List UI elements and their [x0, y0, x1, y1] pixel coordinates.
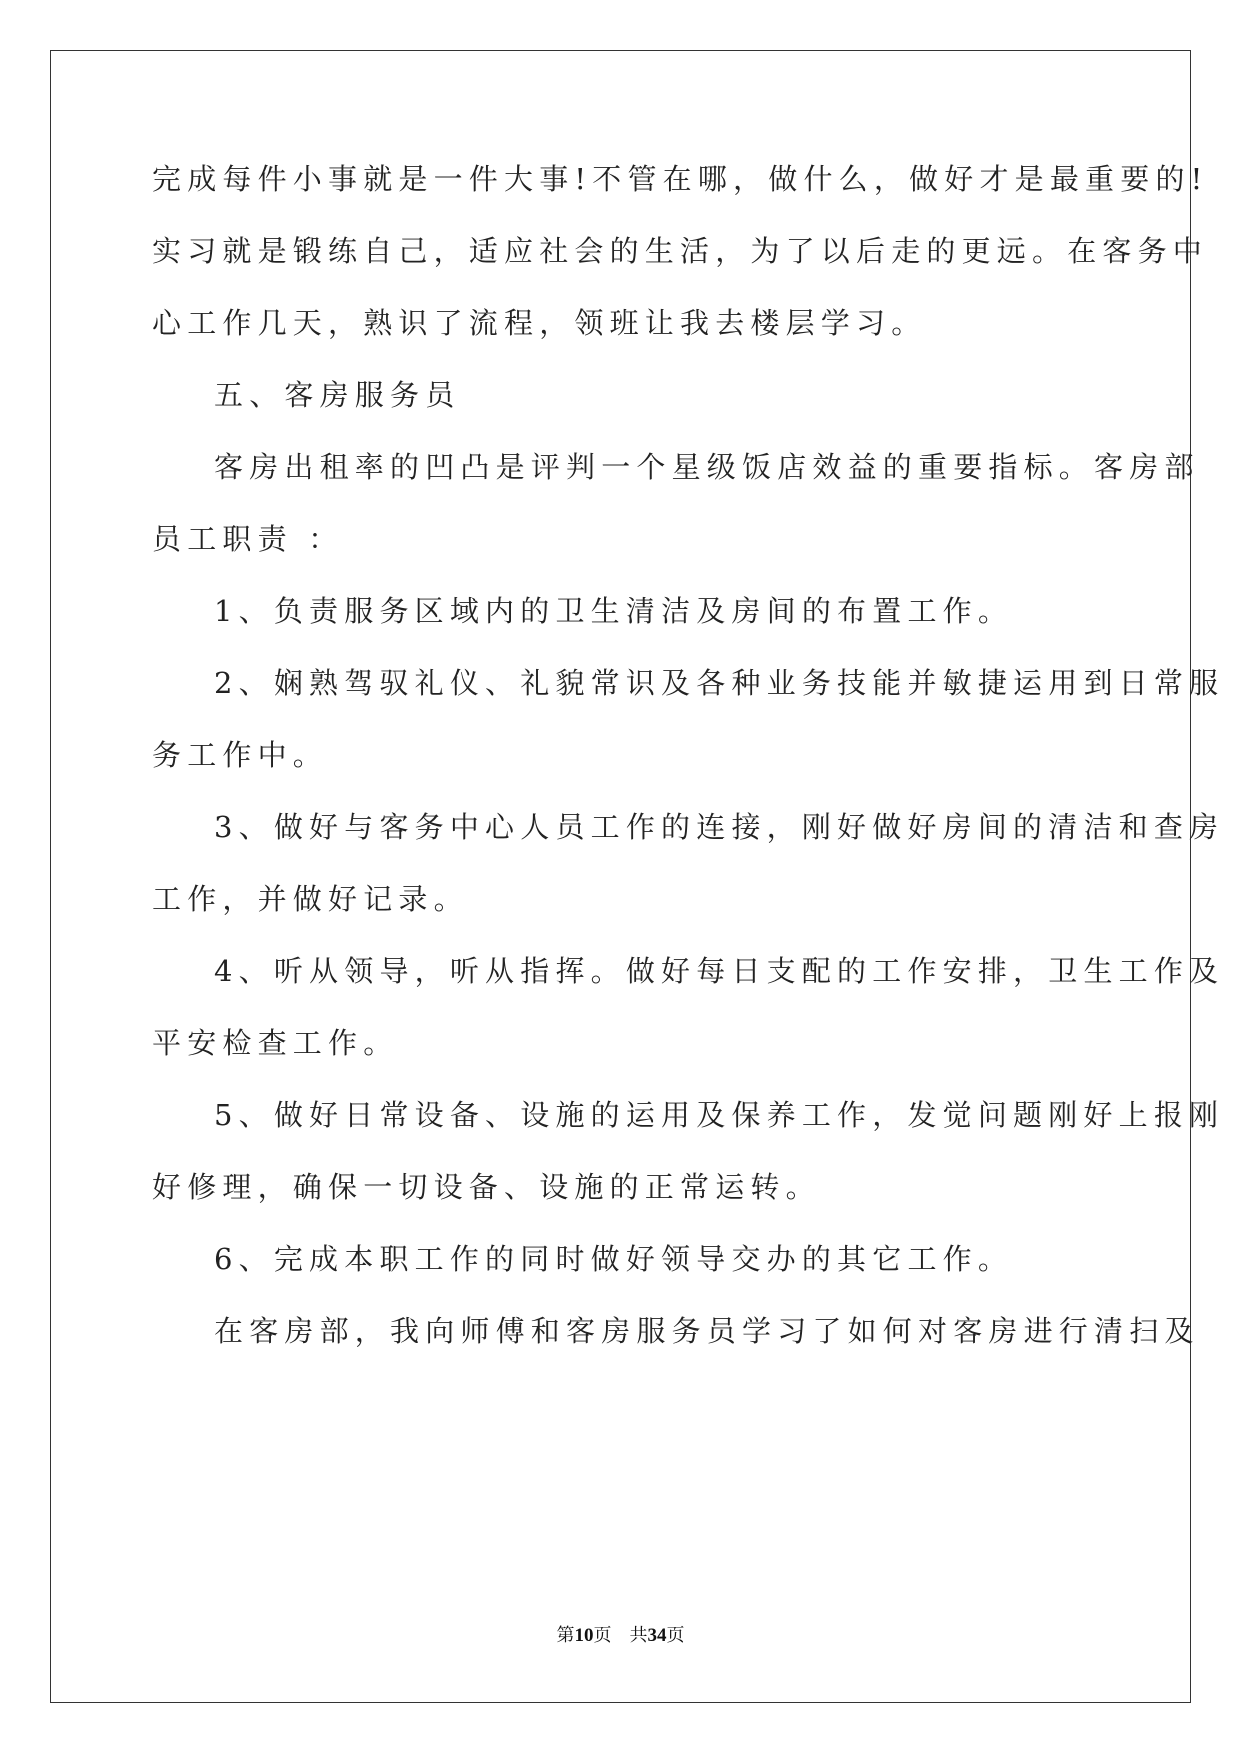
text-line: 务工作中。	[152, 738, 329, 772]
list-item: 4、听从领导，听从指挥。做好每日支配的工作安排，卫生工作及	[214, 954, 1225, 988]
text-line: 工作，并做好记录。	[152, 882, 469, 916]
document-body	[152, 158, 1225, 1382]
text-line: 实习就是锻练自己，适应社会的生活，为了以后走的更远。在客务中	[152, 234, 1209, 268]
text-line: 完成每件小事就是一件大事!不管在哪，做什么，做好才是最重要的!	[152, 162, 1209, 196]
list-item: 2、娴熟驾驭礼仪、礼貌常识及各种业务技能并敏捷运用到日常服	[214, 666, 1225, 700]
total-label-suffix: 页	[666, 1625, 685, 1646]
list-item: 6、完成本职工作的同时做好领导交办的其它工作。	[214, 1242, 1014, 1276]
page-label-prefix: 第	[556, 1625, 575, 1646]
page-number: 10	[574, 1625, 594, 1646]
total-pages: 34	[647, 1625, 667, 1646]
list-item: 5、做好日常设备、设施的运用及保养工作，发觉问题刚好上报刚	[214, 1098, 1225, 1132]
list-item: 3、做好与客务中心人员工作的连接，刚好做好房间的清洁和查房	[214, 810, 1225, 844]
text-line: 好修理，确保一切设备、设施的正常运转。	[152, 1170, 821, 1204]
text-line: 客房出租率的凹凸是评判一个星级饭店效益的重要指标。客房部	[214, 450, 1200, 484]
text-line: 在客房部，我向师傅和客房服务员学习了如何对客房进行清扫及	[214, 1314, 1200, 1348]
page-label-suffix: 页 共	[593, 1625, 648, 1646]
text-line: 平安检查工作。	[152, 1026, 399, 1060]
section-heading: 五、客房服务员	[214, 378, 461, 412]
page-footer	[0, 1624, 1241, 1648]
text-line: 员工职责 ：	[152, 522, 344, 556]
list-item: 1、负责服务区域内的卫生清洁及房间的布置工作。	[214, 594, 1014, 628]
text-line: 心工作几天，熟识了流程，领班让我去楼层学习。	[152, 306, 927, 340]
